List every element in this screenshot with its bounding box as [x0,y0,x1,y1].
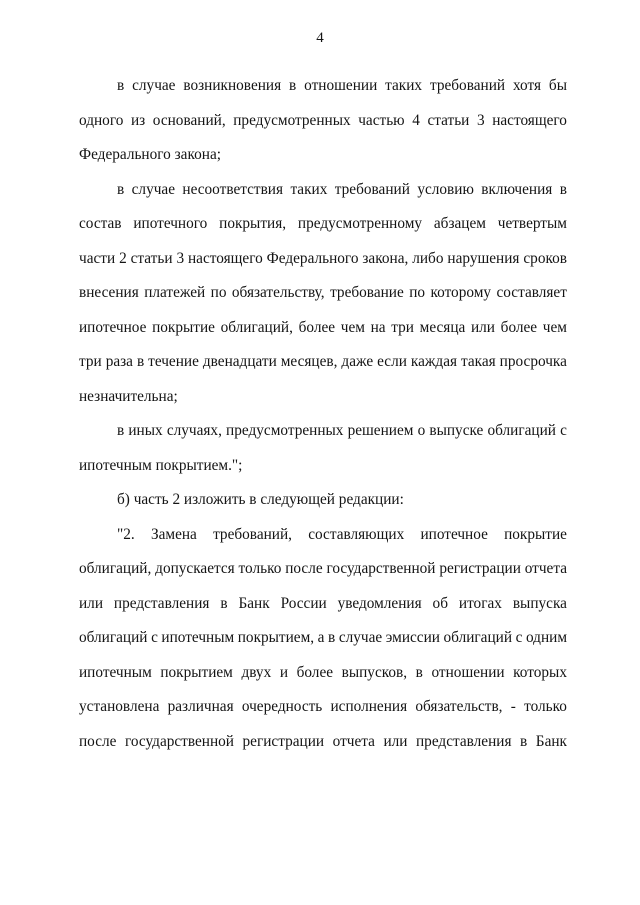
text-line: облигаций, допускается только после государственной регистрации отчета [79,560,567,577]
paragraph [79,173,567,415]
text-line: или представления в Банк России уведомления об итогах выпуска [79,594,567,612]
text-line: в случае несоответствия таких требований условию включения в [117,180,567,198]
text-line: ипотечное покрытие облигаций, более чем на три месяца или более чем [79,318,567,336]
text-line: части 2 статьи 3 настоящего Федерального закона, либо нарушения сроков [79,249,567,267]
paragraph [79,69,567,173]
text-line: установлена различная очередность исполнения обязательств, - только [79,698,567,715]
text-line: одного из оснований, предусмотренных частью 4 статьи 3 настоящего [79,111,567,129]
text-line: "2. Замена требований, составляющих ипотечное покрытие [117,525,567,543]
text-line: три раза в течение двенадцати месяцев, даже если каждая такая просрочка [79,353,567,370]
text-line: состав ипотечного покрытия, предусмотренному абзацем четвертым [79,215,567,232]
text-line: после государственной регистрации отчета или представления в Банк [79,732,567,750]
text-line: в случае возникновения в отношении таких требований хотя бы [117,77,567,94]
text-line: ипотечным покрытием двух и более выпусков, в отношении которых [79,663,567,681]
document-body [79,69,567,759]
page-number: 4 [316,30,324,46]
text-line: облигаций с ипотечным покрытием, а в случае эмиссии облигаций с одним [79,629,567,646]
paragraph [79,483,567,518]
text-line: Федерального закона; [79,146,221,163]
text-line: ипотечным покрытием."; [79,456,243,474]
text-line: внесения платежей по обязательству, требование по которому составляет [79,284,567,301]
paragraph [79,518,567,760]
text-line: незначительна; [79,387,178,405]
text-line: б) часть 2 изложить в следующей редакции: [117,491,404,508]
text-line: в иных случаях, предусмотренных решением о выпуске облигаций с [117,422,567,439]
paragraph [79,414,567,483]
